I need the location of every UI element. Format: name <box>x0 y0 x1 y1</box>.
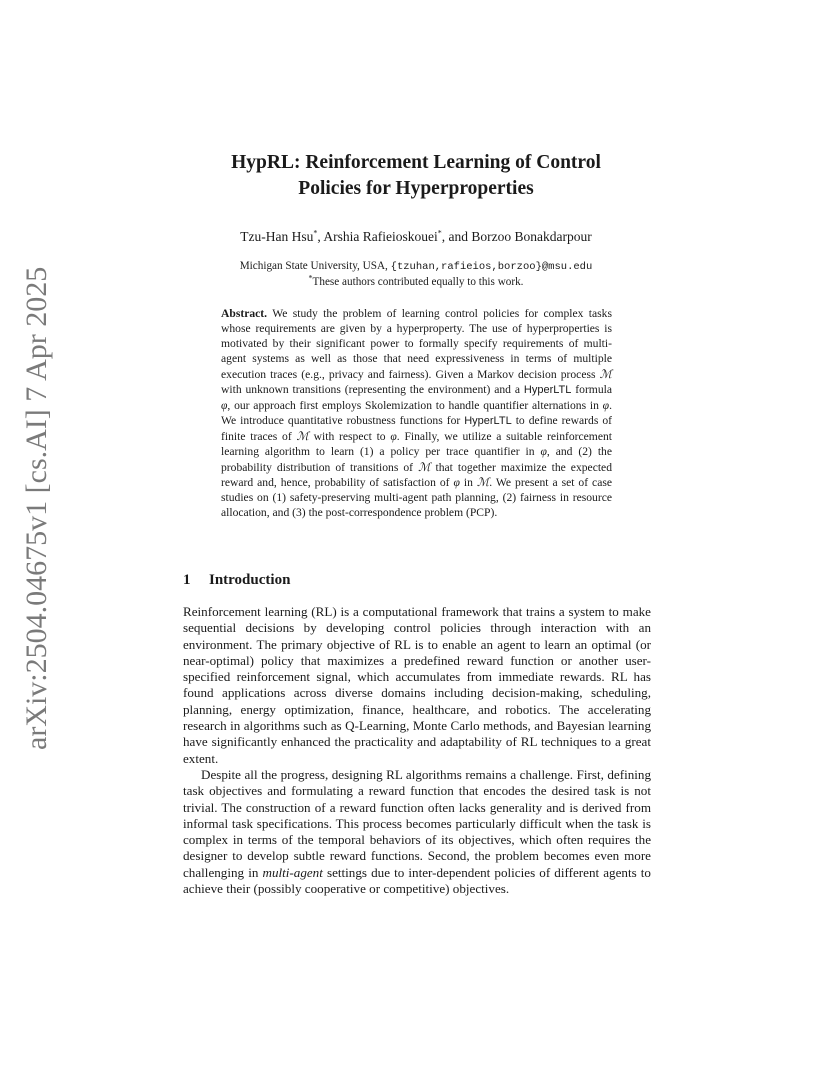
hyperltl-term: HyperLTL <box>464 415 512 428</box>
formula-symbol: φ <box>453 475 460 489</box>
equal-contribution-mark: * <box>313 228 318 238</box>
mdp-symbol: ℳ <box>418 460 431 474</box>
paragraph-1: Reinforcement learning (RL) is a computational framework that trains a system to make sequential decisions by developing control policies through interaction with an environment. The primary objective of RL is to enable an agent to learn an optimal (or near-optimal) policy that maximizes a predefined reward function or another user-specified reinforcement signal, which accumulates from immediate rewards. RL has found applications across diverse domains including decision-making, scheduling, planning, energy optimization, finance, healthcare, and robotics. The accelerating research in algorithms such as Q-Learning, Monte Carlo methods, and Bayesian learning have significantly enhanced the practicality and adaptability of RL techniques to a great extent. <box>183 604 651 766</box>
abstract: Abstract. We study the problem of learning control policies for complex tasks whose requirements are given by a hyperproperty. The use of hyperproperties is motivated by their significant power to formally specify requirements of multi-agent systems as well as those that need expressiveness in terms of multiple execution traces (e.g., privacy and fairness). Given a Markov decision process ℳ with unknown transitions (representing the environment) and a HyperLTL formula φ, our approach first employs Skolemization to handle quantifier alternations in φ. We introduce quantitative robustness functions for HyperLTL to define rewards of finite traces of ℳ with respect to φ. Finally, we utilize a suitable reinforcement learning algorithm to learn (1) a policy per trace quantifier in φ, and (2) the probability distribution of transitions of ℳ that together maximize the expected reward and, hence, probability of satisfaction of φ in ℳ. We present a set of case studies on (1) safety-preserving multi-agent path planning, (2) fairness in resource allocation, and (3) the post-correspondence problem (PCP). <box>221 307 613 520</box>
author-emails: {tzuhan,rafieios,borzoo}@msu.edu <box>390 261 593 273</box>
author-list <box>140 229 692 245</box>
emphasis: multi-agent <box>262 864 323 880</box>
section-heading <box>183 572 290 589</box>
paper-title <box>140 150 692 202</box>
mdp-symbol: ℳ <box>599 367 612 381</box>
section-number: 1 <box>183 572 191 588</box>
author-2: , Arshia Rafieioskouei <box>317 229 438 244</box>
title-line-2: Policies for Hyperproperties <box>298 178 534 199</box>
equal-contribution-note: *These authors contributed equally to this work. <box>308 273 524 288</box>
formula-symbol: φ <box>390 430 397 444</box>
section-title: Introduction <box>209 572 291 588</box>
hyperltl-term: HyperLTL <box>523 383 572 396</box>
abstract-label: Abstract. <box>221 307 268 320</box>
title-line-1: HypRL: Reinforcement Learning of Control <box>231 152 601 173</box>
equal-contribution-mark: * <box>437 228 442 238</box>
affiliation-block <box>140 259 692 290</box>
author-1: Tzu-Han Hsu <box>240 229 314 244</box>
body-text <box>183 604 651 897</box>
formula-symbol: φ <box>221 398 228 412</box>
author-3: , and Borzoo Bonakdarpour <box>441 229 592 244</box>
institution: Michigan State University, USA, <box>239 260 391 272</box>
note-mark: * <box>308 273 313 283</box>
formula-symbol: φ <box>602 398 610 412</box>
formula-symbol: φ <box>540 445 547 459</box>
paragraph-2: Despite all the progress, designing RL algorithms remains a challenge. First, defining task objectives and formulating a reward function that encodes the desired task is not trivial. The construction of a reward function often lacks generality and is derived from informal task specifications. This process becomes particularly difficult when the task is complex in terms of the temporal behaviors of its objectives, which often requires the designer to develop subtle reward functions. Second, the problem becomes even more challenging in multi-agent settings due to inter-dependent policies of different agents to achieve their (possibly cooperative or competitive) objectives. <box>183 766 651 897</box>
affiliation-line <box>140 259 692 275</box>
mdp-symbol: ℳ <box>296 430 309 444</box>
mdp-symbol: ℳ <box>476 475 490 489</box>
arxiv-identifier-stamp: arXiv:2504.04675v1 [cs.AI] 7 Apr 2025 <box>20 266 53 750</box>
